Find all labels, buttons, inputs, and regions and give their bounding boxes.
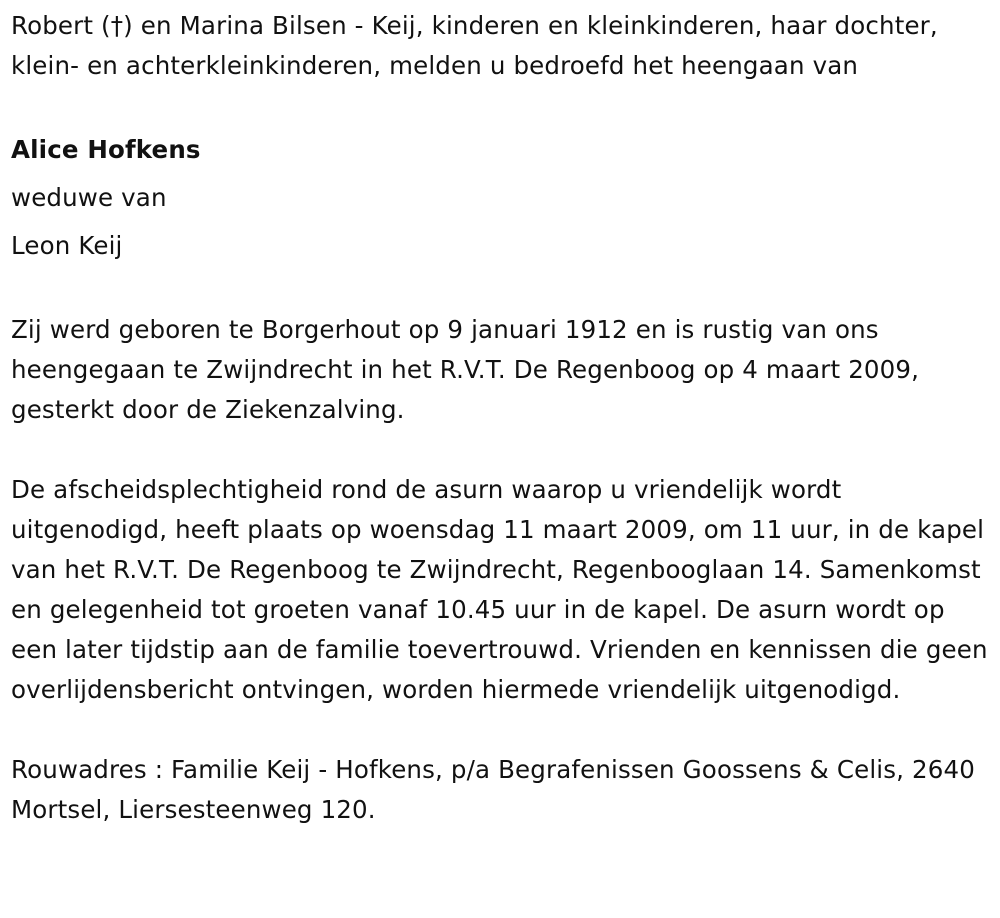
deceased-name: Alice Hofkens — [11, 135, 201, 164]
spouse-name: Leon Keij — [11, 231, 123, 260]
address-paragraph: Rouwadres : Familie Keij - Hofkens, p/a Begrafenissen Goossens & Celis, 2640 Mortsel, Liersesteenweg 120. — [11, 755, 975, 824]
spacer — [11, 86, 992, 126]
birth-death-paragraph: Zij werd geboren te Borgerhout op 9 januari 1912 en is rustig van ons heengegaan te Zwijndrecht in het R.V.T. De Regenboog op 4 maart 2009, gesterkt door de Ziekenzalving. — [11, 315, 920, 424]
spacer — [11, 270, 992, 310]
intro-paragraph: Robert (†) en Marina Bilsen - Keij, kinderen en kleinkinderen, haar dochter, klein- en achterkleinkinderen, melden u bedroefd het heengaan van — [11, 11, 938, 80]
relation-label: weduwe van — [11, 183, 167, 212]
spacer — [11, 710, 992, 750]
ceremony-paragraph: De afscheidsplechtigheid rond de asurn waarop u vriendelijk wordt uitgenodigd, heeft plaats op woensdag 11 maart 2009, om 11 uur, in de kapel van het R.V.T. De Regenboog te Zwijndrecht, Regenbooglaan 14. Samenkomst en gelegenheid tot groeten vanaf 10.45 uur in de kapel. De asurn wordt op een later tijdstip aan de familie toevertrouwd. Vrienden en kennissen die geen overlijdensbericht ontvingen, worden hiermede vriendelijk uitgenodigd. — [11, 475, 988, 704]
spacer — [11, 430, 992, 470]
